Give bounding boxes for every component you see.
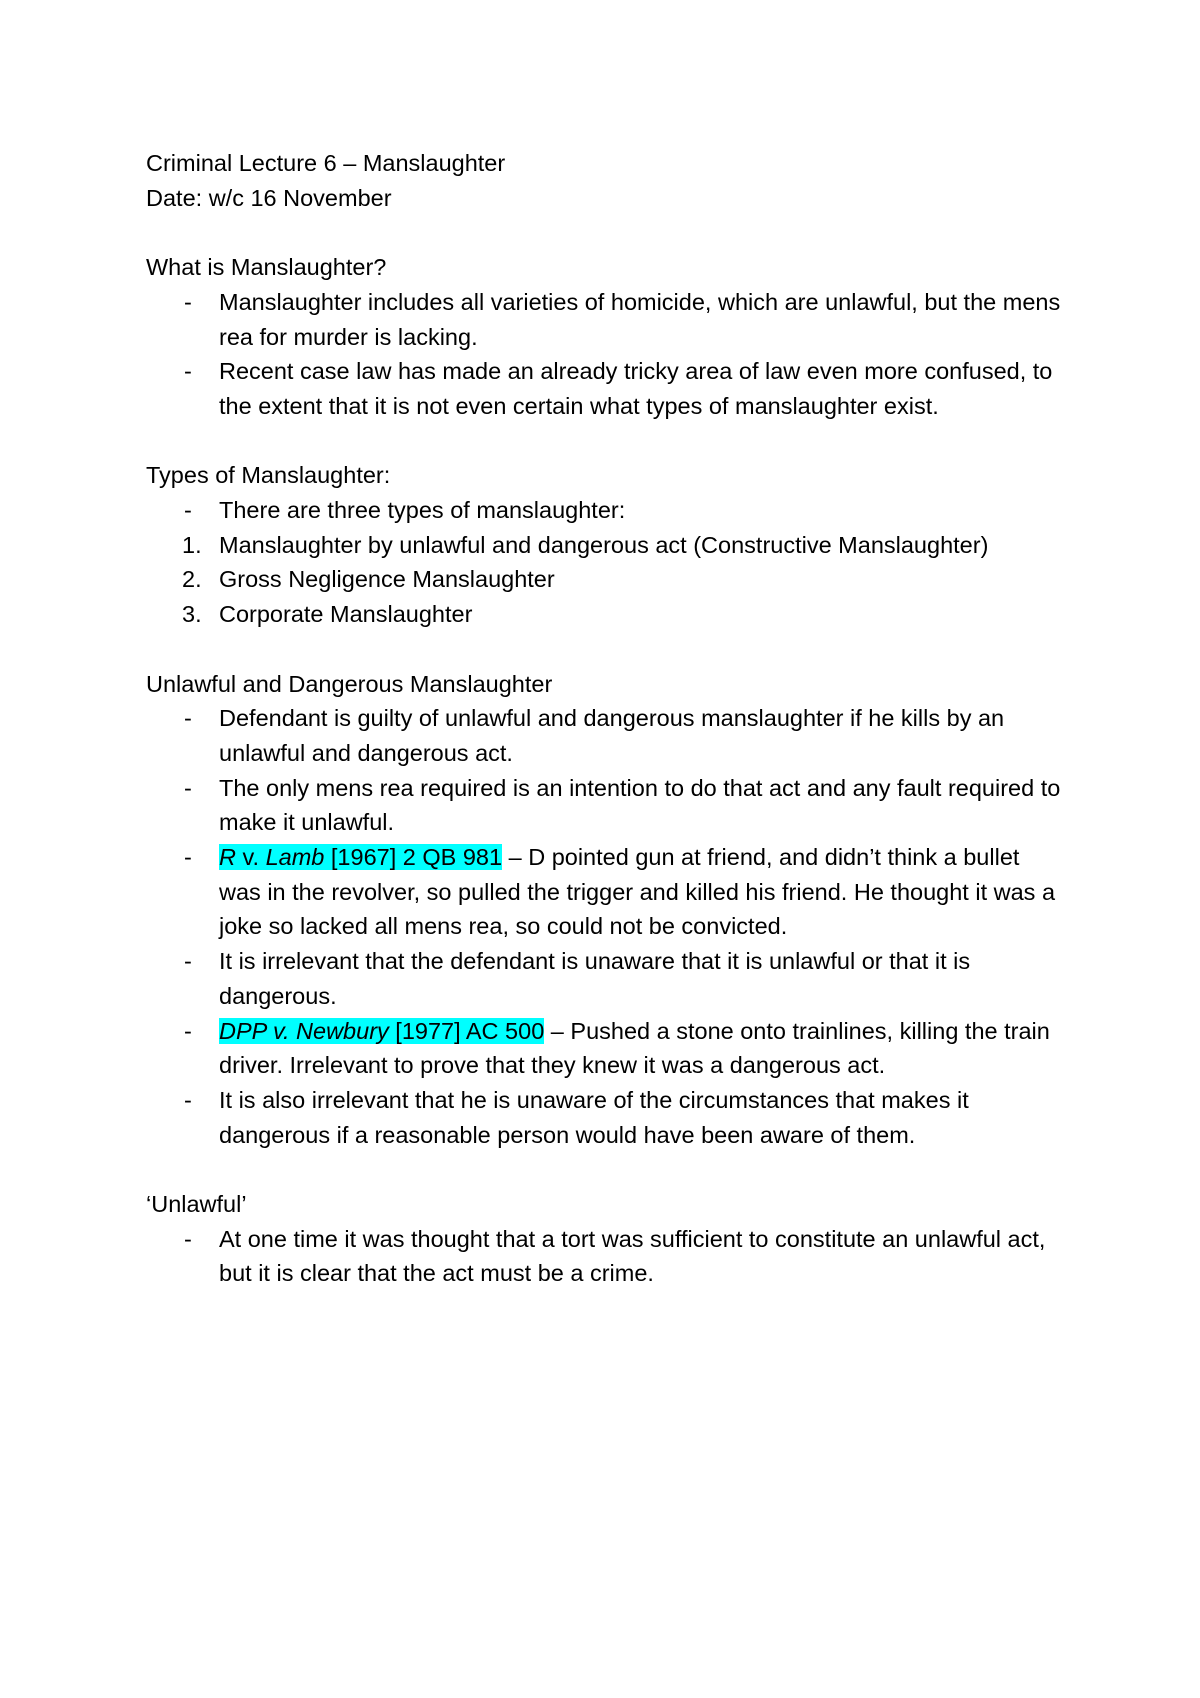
list-item [146,493,1066,528]
spacer [146,215,1066,250]
case-item-newbury [146,1014,1066,1083]
list-item [146,701,1066,770]
dash-marker: - [184,774,192,801]
number-marker: 1. [182,531,202,558]
numbered-item [146,528,1066,563]
section-heading-unlawful-dangerous: Unlawful and Dangerous Manslaughter [146,670,553,697]
case-party-1: R [219,844,236,871]
case-text [219,1014,1066,1083]
case-citation: [1967] 2 QB 981 [324,844,503,871]
case-versus: v. [235,844,266,871]
dash-marker: - [184,358,192,385]
numbered-item [146,562,1066,597]
list-item-text: It is also irrelevant that he is unaware of the circumstances that makes it dangerous if a reasonable person would have been aware of them. [219,1086,969,1148]
number-marker: 3. [182,601,202,628]
dash-marker: - [184,948,192,975]
list-item-text: At one time it was thought that a tort was sufficient to constitute an unlawful act, but it is clear that the act must be a crime. [219,1225,1046,1287]
list-item-text: Recent case law has made an already tricky area of law even more confused, to the extent that it is not even certain what types of manslaughter exist. [219,358,1053,419]
spacer [146,632,1066,667]
number-marker: 2. [182,566,202,593]
dash-marker: - [184,288,192,315]
dash-marker: - [184,1225,192,1252]
list-item-text: Defendant is guilty of unlawful and dangerous manslaughter if he kills by an unlawful and dangerous act. [219,705,1005,766]
dash-marker: - [184,1017,192,1044]
section-heading-what-is: What is Manslaughter? [146,254,387,281]
case-versus: v. [266,1017,297,1044]
list-item-text: There are three types of manslaughter: [219,497,626,523]
list-item [146,771,1066,840]
case-text [219,840,1066,944]
case-citation-highlight [219,844,502,870]
list-item [146,354,1066,423]
numbered-item [146,597,1066,632]
document-date: Date: w/c 16 November [146,184,392,211]
list-item-text: Manslaughter includes all varieties of homicide, which are unlawful, but the mens rea for murder is lacking. [219,288,1061,350]
list-item [146,944,1066,1013]
list-item [146,1083,1066,1152]
dash-marker: - [184,844,192,871]
list-item-text: The only mens rea required is an intention to do that act and any fault required to make it unlawful. [219,774,1061,836]
list-item [146,1222,1066,1291]
case-citation: [1977] AC 500 [388,1017,545,1044]
numbered-item-text: Manslaughter by unlawful and dangerous act (Constructive Manslaughter) [219,531,989,558]
section-heading-unlawful: ‘Unlawful’ [146,1191,247,1218]
case-party-2: Newbury [296,1017,389,1044]
spacer [146,1152,1066,1187]
dash-marker: - [184,497,192,523]
dash-marker: - [184,705,192,732]
list-item-text: It is irrelevant that the defendant is unaware that it is unlawful or that it is dangerous. [219,948,971,1009]
list-item [146,285,1066,354]
case-item-lamb [146,840,1066,944]
numbered-item-text: Corporate Manslaughter [219,601,473,628]
numbered-item-text: Gross Negligence Manslaughter [219,566,555,593]
document-body [146,146,1066,1291]
spacer [146,424,1066,459]
case-description: – D pointed gun at friend, and didn’t think a bullet was in the revolver, so pulled the trigger and killed his friend. He thought it was a joke so lacked all mens rea, so could not be convicted. [219,844,1056,940]
section-heading-types: Types of Manslaughter: [146,462,391,489]
dash-marker: - [184,1086,192,1113]
document-title: Criminal Lecture 6 – Manslaughter [146,150,506,176]
case-citation-highlight [219,1018,544,1044]
case-party-2: Lamb [265,844,325,871]
case-description: – Pushed a stone onto trainlines, killing the train driver. Irrelevant to prove that they knew it was a dangerous act. [219,1017,1050,1079]
case-party-1: DPP [219,1017,267,1044]
